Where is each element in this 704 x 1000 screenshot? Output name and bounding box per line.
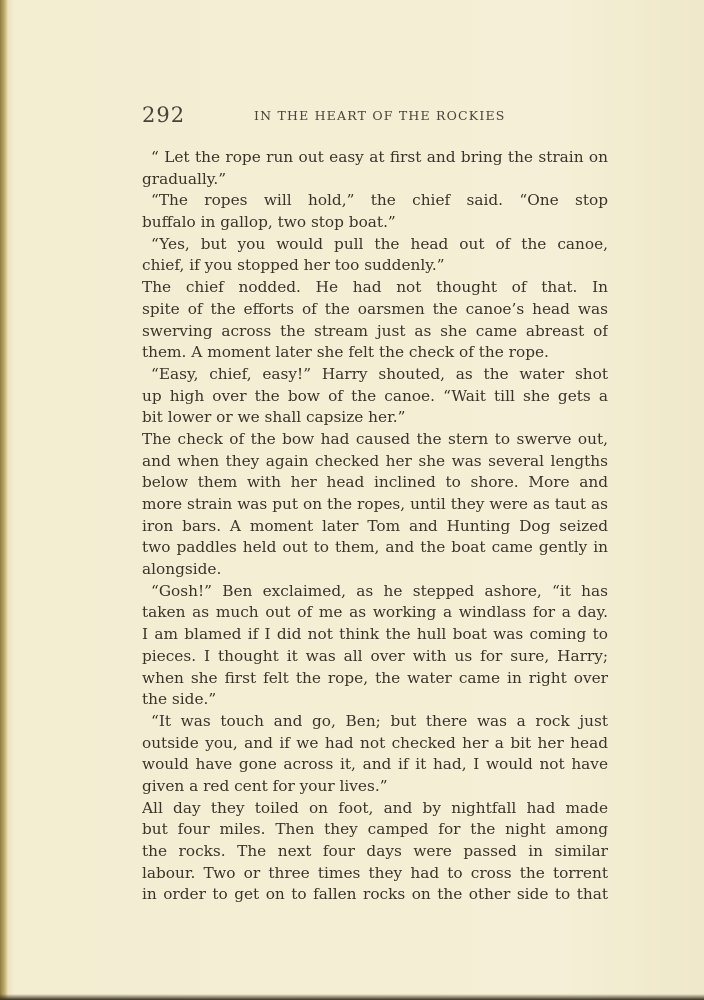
- text-line: them. A moment later she felt the check of the rope.: [142, 343, 549, 362]
- text-line: alongside.: [142, 560, 222, 579]
- text-line: buffalo in gallop, two stop boat.”: [142, 213, 396, 232]
- text-line: “The ropes will hold,” the chief said. “One stop: [151, 191, 608, 210]
- page-bottom-edge: [0, 994, 704, 1000]
- text-line: but four miles. Then they camped for the night among: [142, 820, 608, 839]
- text-line: when she first felt the rope, the water came in right over: [142, 668, 608, 687]
- text-line: iron bars. A moment later Tom and Hunting Dog seized: [142, 516, 608, 535]
- text-line: chief, if you stopped her too suddenly.”: [142, 256, 445, 275]
- text-line: “ Let the rope run out easy at first and bring the strain on: [151, 148, 608, 166]
- text-line: spite of the efforts of the oarsmen the canoe’s head was: [142, 299, 608, 318]
- text-line: “Gosh!” Ben exclaimed, as he stepped ashore, “it has: [151, 581, 608, 600]
- page-header: [142, 103, 608, 129]
- text-line: the rocks. The next four days were passed in similar: [142, 842, 608, 860]
- text-line: “It was touch and go, Ben; but there was a rock just: [151, 711, 608, 730]
- text-line: swerving across the stream just as she came abreast of: [142, 321, 608, 340]
- text-line: gradually.”: [142, 169, 227, 188]
- text-line: labour. Two or three times they had to cross the torrent: [142, 863, 608, 882]
- text-line: and when they again checked her she was several lengths: [142, 451, 608, 470]
- text-line: outside you, and if we had not checked her a bit her head: [142, 733, 608, 752]
- text-line: given a red cent for your lives.”: [142, 776, 388, 795]
- text-line: would have gone across it, and if it had, I would not have: [142, 755, 608, 774]
- text-line: pieces. I thought it was all over with us for sure, Harry;: [142, 646, 608, 665]
- text-line: the side.”: [142, 690, 217, 709]
- text-line: in order to get on to fallen rocks on the other side to that: [142, 885, 608, 904]
- text-line: I am blamed if I did not think the hull boat was coming to: [142, 625, 608, 644]
- text-line: taken as much out of me as working a windlass for a day.: [142, 603, 608, 622]
- text-line: The check of the bow had caused the stern to swerve out,: [142, 429, 608, 448]
- page-number: 292: [142, 103, 186, 127]
- text-line: bit lower or we shall capsize her.”: [142, 408, 406, 427]
- text-line: more strain was put on the ropes, until they were as taut as: [142, 495, 608, 513]
- text-line: The chief nodded. He had not thought of that. In: [142, 278, 608, 297]
- text-line: two paddles held out to them, and the boat came gently in: [142, 538, 608, 557]
- text-line: All day they toiled on foot, and by nightfall had made: [142, 798, 608, 817]
- page-spine-edge: [0, 0, 8, 1000]
- body-text: [142, 147, 608, 906]
- text-line: “Easy, chief, easy!” Harry shouted, as the water shot: [151, 364, 608, 383]
- running-title: IN THE HEART OF THE ROCKIES: [254, 108, 506, 123]
- text-line: “Yes, but you would pull the head out of the canoe,: [151, 234, 608, 253]
- text-line: below them with her head inclined to shore. More and: [142, 473, 608, 492]
- text-line: up high over the bow of the canoe. “Wait till she gets a: [142, 386, 608, 405]
